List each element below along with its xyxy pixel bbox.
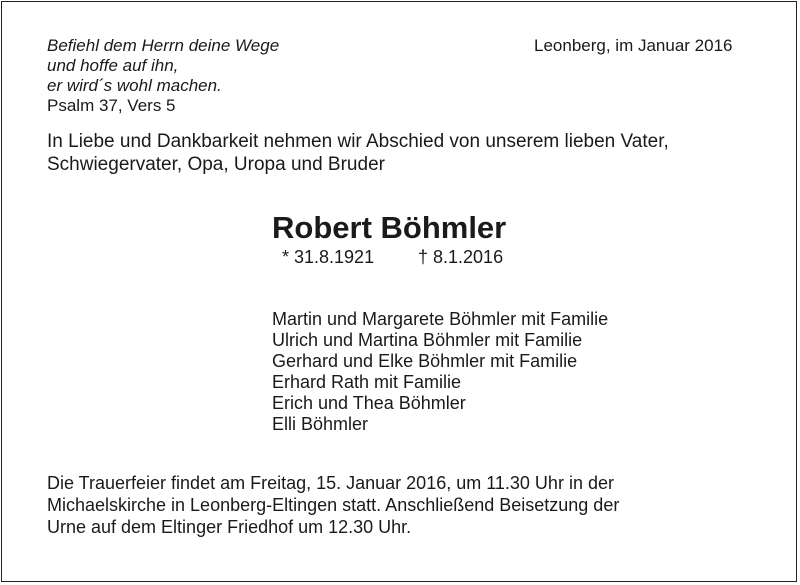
service-line: Die Trauerfeier findet am Freitag, 15. Januar 2016, um 11.30 Uhr in der xyxy=(47,473,614,493)
mourner-item: Gerhard und Elke Böhmler mit Familie xyxy=(272,351,578,371)
funeral-service-info xyxy=(47,472,619,538)
intro-line: In Liebe und Dankbarkeit nehmen wir Abschied von unserem lieben Vater, xyxy=(47,131,669,152)
death-date: † 8.1.2016 xyxy=(418,247,504,267)
birth-date: * 31.8.1921 xyxy=(282,247,375,267)
mourner-item: Ulrich und Martina Böhmler mit Familie xyxy=(272,330,583,350)
mourners-list xyxy=(272,309,608,435)
place-date: Leonberg, im Januar 2016 xyxy=(534,36,733,55)
service-line: Michaelskirche in Leonberg-Eltingen statt. Anschließend Beisetzung der xyxy=(47,495,620,515)
deceased-name: Robert Böhmler xyxy=(272,210,507,245)
verse-line: Befiehl dem Herrn deine Wege xyxy=(47,36,280,55)
service-line: Urne auf dem Eltinger Friedhof um 12.30 Uhr. xyxy=(47,517,412,537)
intro-text xyxy=(47,130,669,176)
mourner-item: Elli Böhmler xyxy=(272,414,369,434)
verse-reference: Psalm 37, Vers 5 xyxy=(47,96,176,115)
mourner-item: Erhard Rath mit Familie xyxy=(272,372,462,392)
bible-verse xyxy=(47,36,279,116)
mourner-item: Martin und Margarete Böhmler mit Familie xyxy=(272,309,609,329)
verse-line: er wird´s wohl machen. xyxy=(47,76,222,95)
verse-line: und hoffe auf ihn, xyxy=(47,56,179,75)
intro-line: Schwiegervater, Opa, Uropa und Bruder xyxy=(47,154,385,175)
mourner-item: Erich und Thea Böhmler xyxy=(272,393,466,413)
